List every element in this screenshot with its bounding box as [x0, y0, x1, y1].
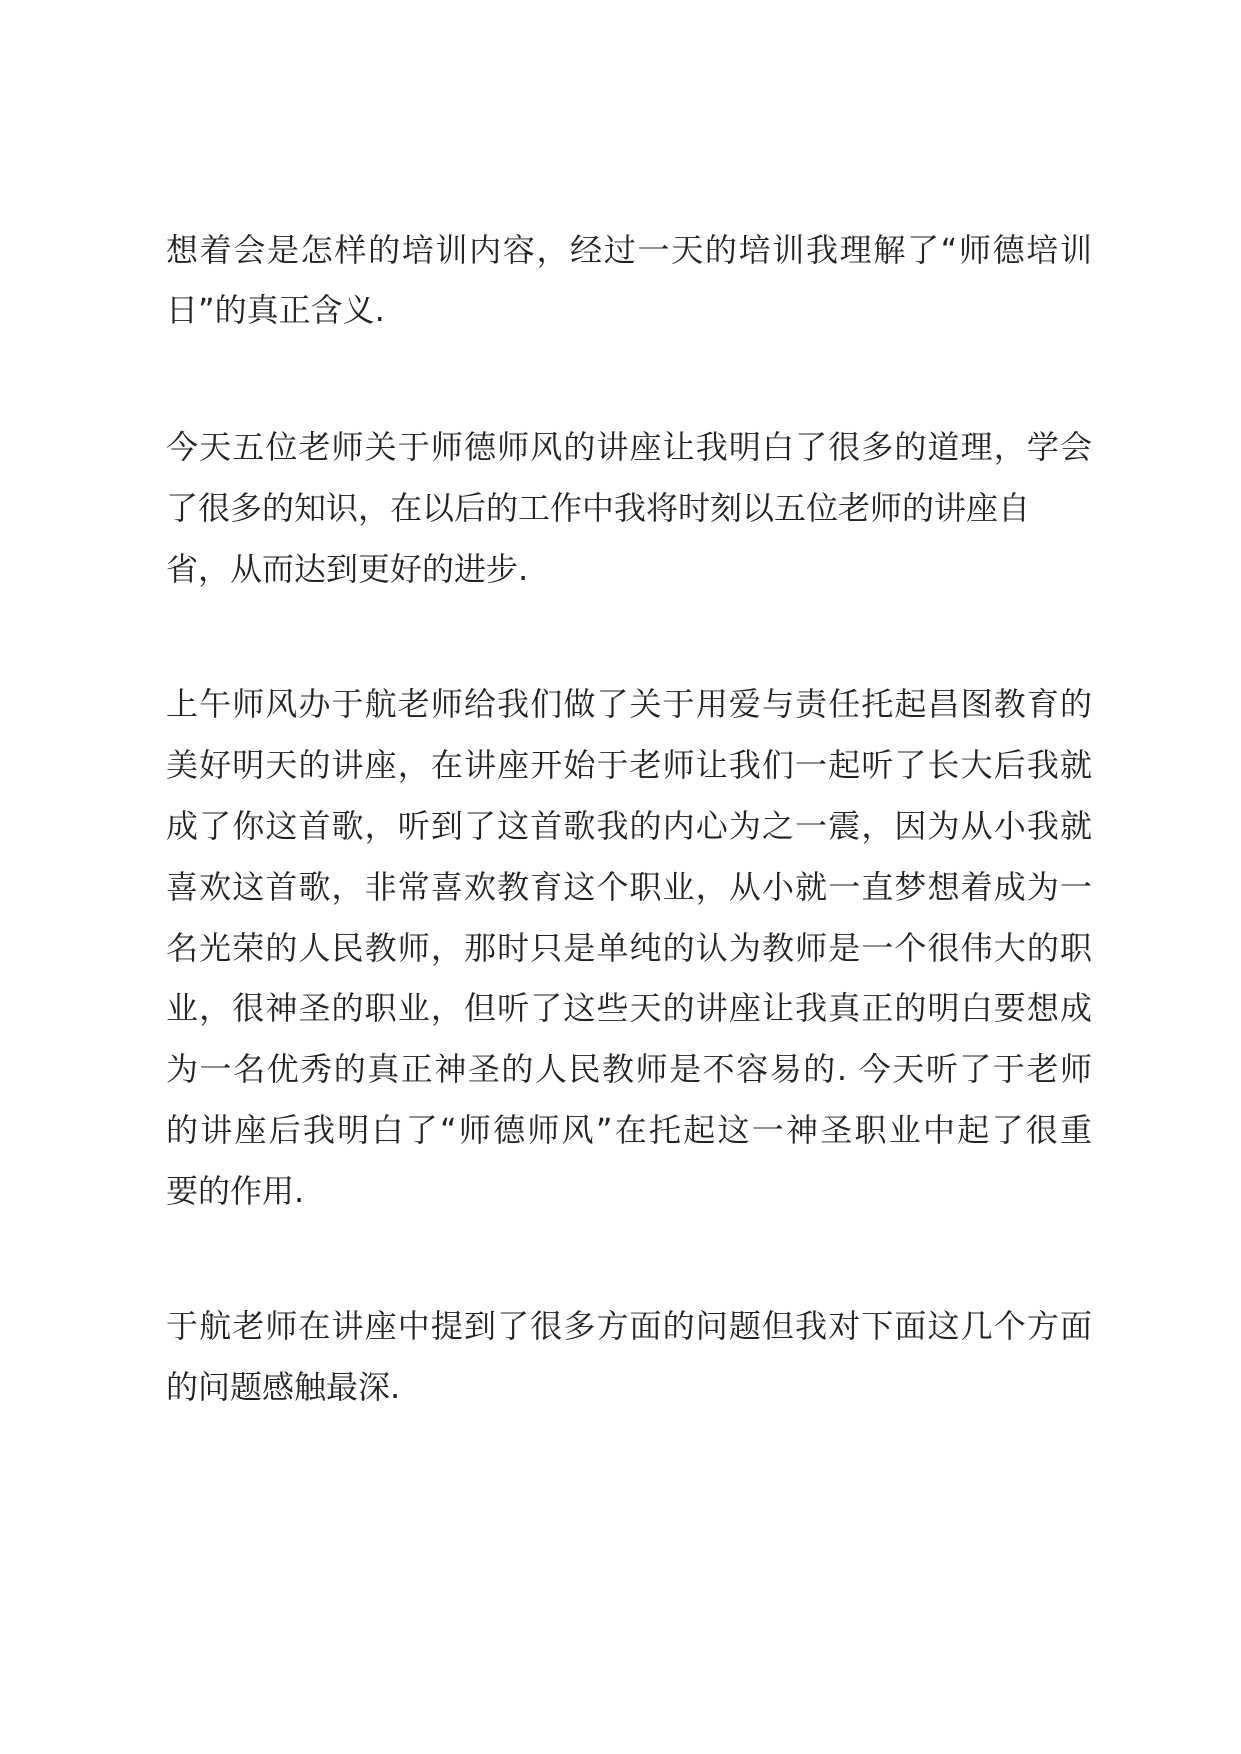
- text-line: 业，很神圣的职业，但听了这些天的讲座让我真正的明白要想成: [166, 989, 1092, 1027]
- text-line: 今天五位老师关于师德师风的讲座让我明白了很多的道理，学会: [166, 428, 1092, 466]
- text-line: 的问题感触最深.: [166, 1368, 401, 1406]
- text-line: 要的作用.: [166, 1172, 305, 1210]
- text-line: 日”的真正含义.: [166, 291, 385, 329]
- text-line: 想着会是怎样的培训内容，经过一天的培训我理解了“师德培训: [166, 231, 1092, 269]
- text-line: 上午师风办于航老师给我们做了关于用爱与责任托起昌图教育的: [166, 685, 1092, 723]
- text-line: 喜欢这首歌，非常喜欢教育这个职业，从小就一直梦想着成为一: [166, 868, 1092, 906]
- text-line: 美好明天的讲座，在讲座开始于老师让我们一起听了长大后我就: [166, 746, 1092, 784]
- text-line: 省，从而达到更好的进步.: [166, 550, 529, 588]
- text-line: 成了你这首歌，听到了这首歌我的内心为之一震，因为从小我就: [166, 807, 1092, 845]
- text-line: 了很多的知识，在以后的工作中我将时刻以五位老师的讲座自: [166, 489, 1031, 527]
- text-line: 为一名优秀的真正神圣的人民教师是不容易的. 今天听了于老师: [166, 1050, 1092, 1088]
- text-line: 的讲座后我明白了“师德师风”在托起这一神圣职业中起了很重: [166, 1111, 1092, 1149]
- text-line: 于航老师在讲座中提到了很多方面的问题但我对下面这几个方面: [166, 1307, 1092, 1345]
- text-line: 名光荣的人民教师，那时只是单纯的认为教师是一个很伟大的职: [166, 929, 1092, 967]
